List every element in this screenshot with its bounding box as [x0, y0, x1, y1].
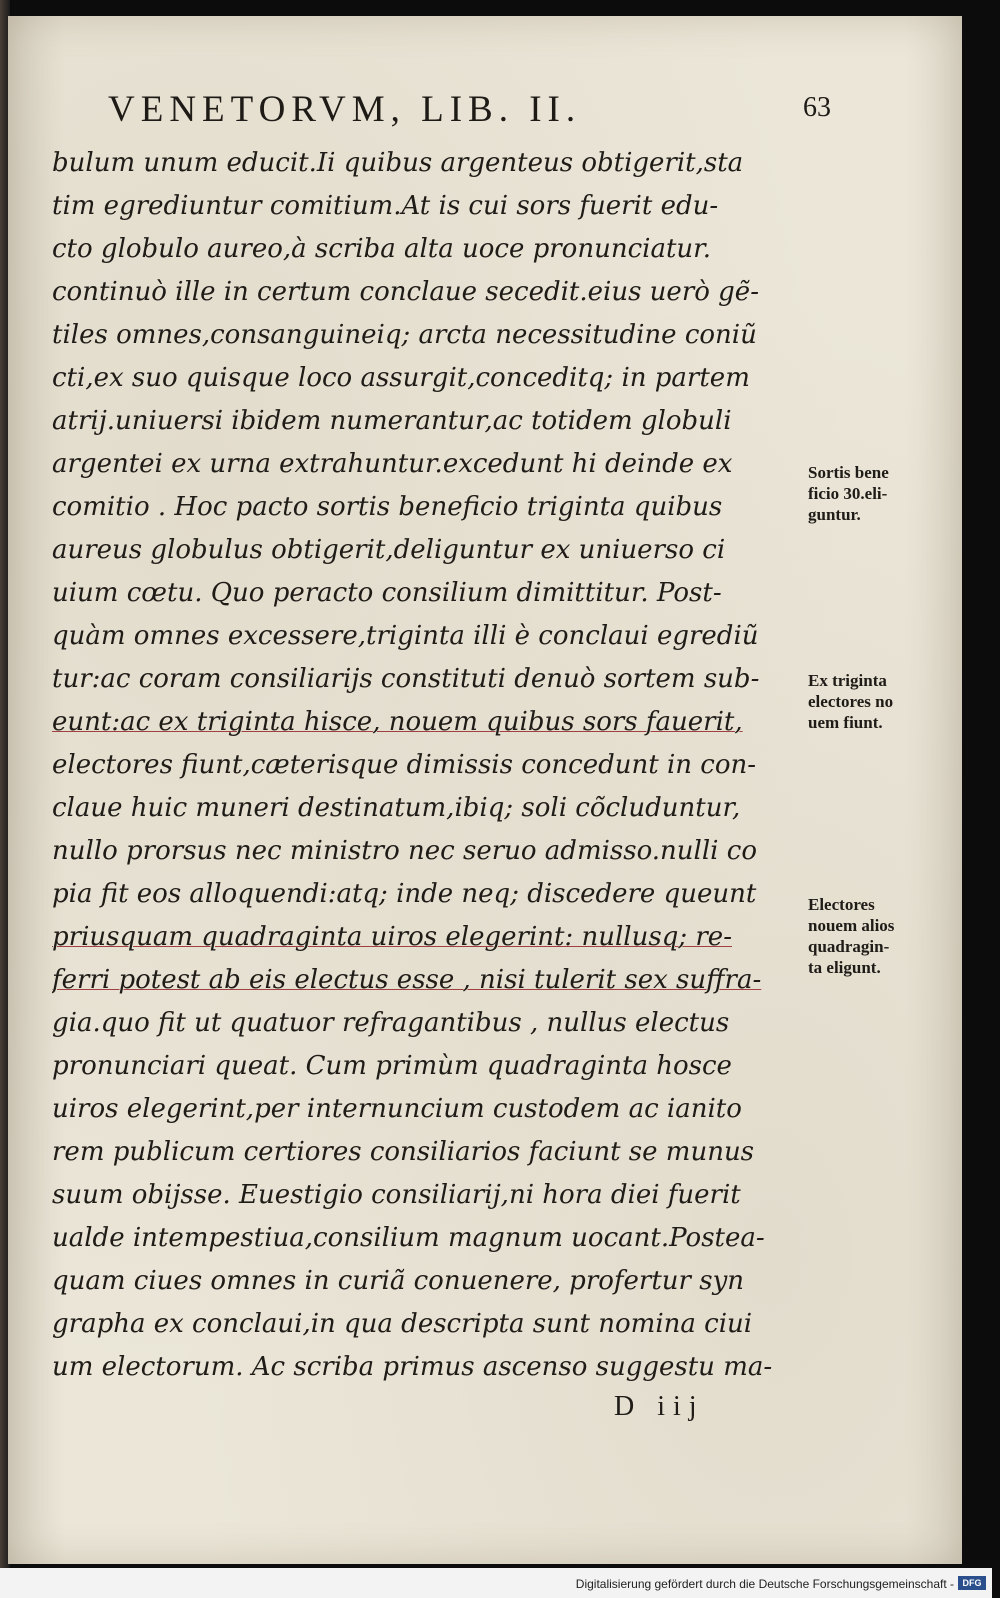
main-text: [52, 142, 792, 1389]
text-line: cto globulo aureo,à scriba alta uoce pronunciatur.: [52, 234, 711, 264]
text-line: grapha ex conclaui,in qua descripta sunt nomina ciui: [52, 1309, 753, 1339]
marginal-note-triginta: [808, 670, 948, 733]
text-line: gia.quo fit ut quatuor refragantibus , nullus electus: [52, 1008, 730, 1038]
digitization-footer: [0, 1568, 992, 1598]
footer-credit: Digitalisierung gefördert durch die Deutsche Forschungsgemeinschaft -: [575, 1577, 954, 1591]
book-page: [8, 16, 962, 1564]
text-line: electores fiunt,cæterisque dimissis concedunt in con-: [52, 750, 757, 780]
marginal-note-line: ficio 30.eli-: [808, 484, 888, 503]
text-line: nullo prorsus nec ministro nec seruo admisso.nulli co: [52, 836, 757, 866]
text-line: suum obijsse. Euestigio consiliarij,ni hora diei fuerit: [52, 1180, 741, 1210]
marginal-note-line: Electores: [808, 895, 875, 914]
text-line: aureus globulus obtigerit,deliguntur ex uniuerso ci: [52, 535, 726, 565]
marginal-note-line: ta eligunt.: [808, 958, 881, 977]
text-line: pronunciari queat. Cum primùm quadraginta hosce: [52, 1051, 732, 1081]
text-line: rem publicum certiores consiliarios faciunt se munus: [52, 1137, 755, 1167]
running-head: VENETORVM, LIB. II.: [108, 89, 582, 130]
dfg-logo-icon: DFG: [958, 1576, 986, 1590]
text-line: uiros elegerint,per internuncium custodem ac ianito: [52, 1094, 742, 1124]
text-line: bulum unum educit.Ii quibus argenteus obtigerit,sta: [52, 148, 744, 178]
marginal-note-line: uem fiunt.: [808, 713, 883, 732]
text-line: tiles omnes,consanguineiq; arcta necessitudine coniũ: [52, 320, 757, 350]
marginal-note-line: quadragin-: [808, 937, 890, 956]
marginal-note-electores: [808, 894, 948, 978]
text-line: quàm omnes excessere,triginta illi è conclaui egrediũ: [52, 621, 759, 651]
text-line: um electorum. Ac scriba primus ascenso suggestu ma-: [52, 1352, 773, 1382]
folio-number: 63: [803, 92, 831, 123]
text-line: pia fit eos alloquendi:atq; inde neq; discedere queunt: [52, 879, 757, 909]
signature-mark: D iij: [614, 1391, 705, 1422]
text-line: uium cœtu. Quo peracto consilium dimittitur. Post-: [52, 578, 722, 608]
text-line: tim egrediuntur comitium.At is cui sors fuerit edu-: [52, 191, 719, 221]
text-line: claue huic muneri destinatum,ibiq; soli cõcluduntur,: [52, 793, 741, 823]
text-line-underlined: priusquam quadraginta uiros elegerint: nullusq; re-: [52, 922, 732, 952]
marginal-note-line: Sortis bene: [808, 463, 889, 482]
marginal-note-line: guntur.: [808, 505, 861, 524]
text-line: atrij.uniuersi ibidem numerantur,ac totidem globuli: [52, 406, 732, 436]
marginal-note-line: Ex triginta: [808, 671, 887, 690]
text-line-underlined: eunt:ac ex triginta hisce, nouem quibus sors fauerit,: [52, 707, 743, 737]
text-line: comitio . Hoc pacto sortis beneficio triginta quibus: [52, 492, 723, 522]
text-line: cti,ex suo quisque loco assurgit,conceditq; in partem: [52, 363, 750, 393]
text-line-underlined: ferri potest ab eis electus esse , nisi tulerit sex suffra-: [52, 965, 762, 995]
marginal-note-line: electores no: [808, 692, 894, 711]
marginal-note-line: nouem alios: [808, 916, 895, 935]
text-line: tur:ac coram consiliarijs constituti denuò sortem sub-: [52, 664, 760, 694]
text-line: argentei ex urna extrahuntur.excedunt hi deinde ex: [52, 449, 733, 479]
text-line: quam ciues omnes in curiã conuenere, profertur syn: [52, 1266, 745, 1296]
marginal-note-sortis: [808, 462, 948, 525]
text-line: ualde intempestiua,consilium magnum uocant.Postea-: [52, 1223, 765, 1253]
text-line: continuò ille in certum conclaue secedit.eius uerò gẽ-: [52, 277, 759, 307]
